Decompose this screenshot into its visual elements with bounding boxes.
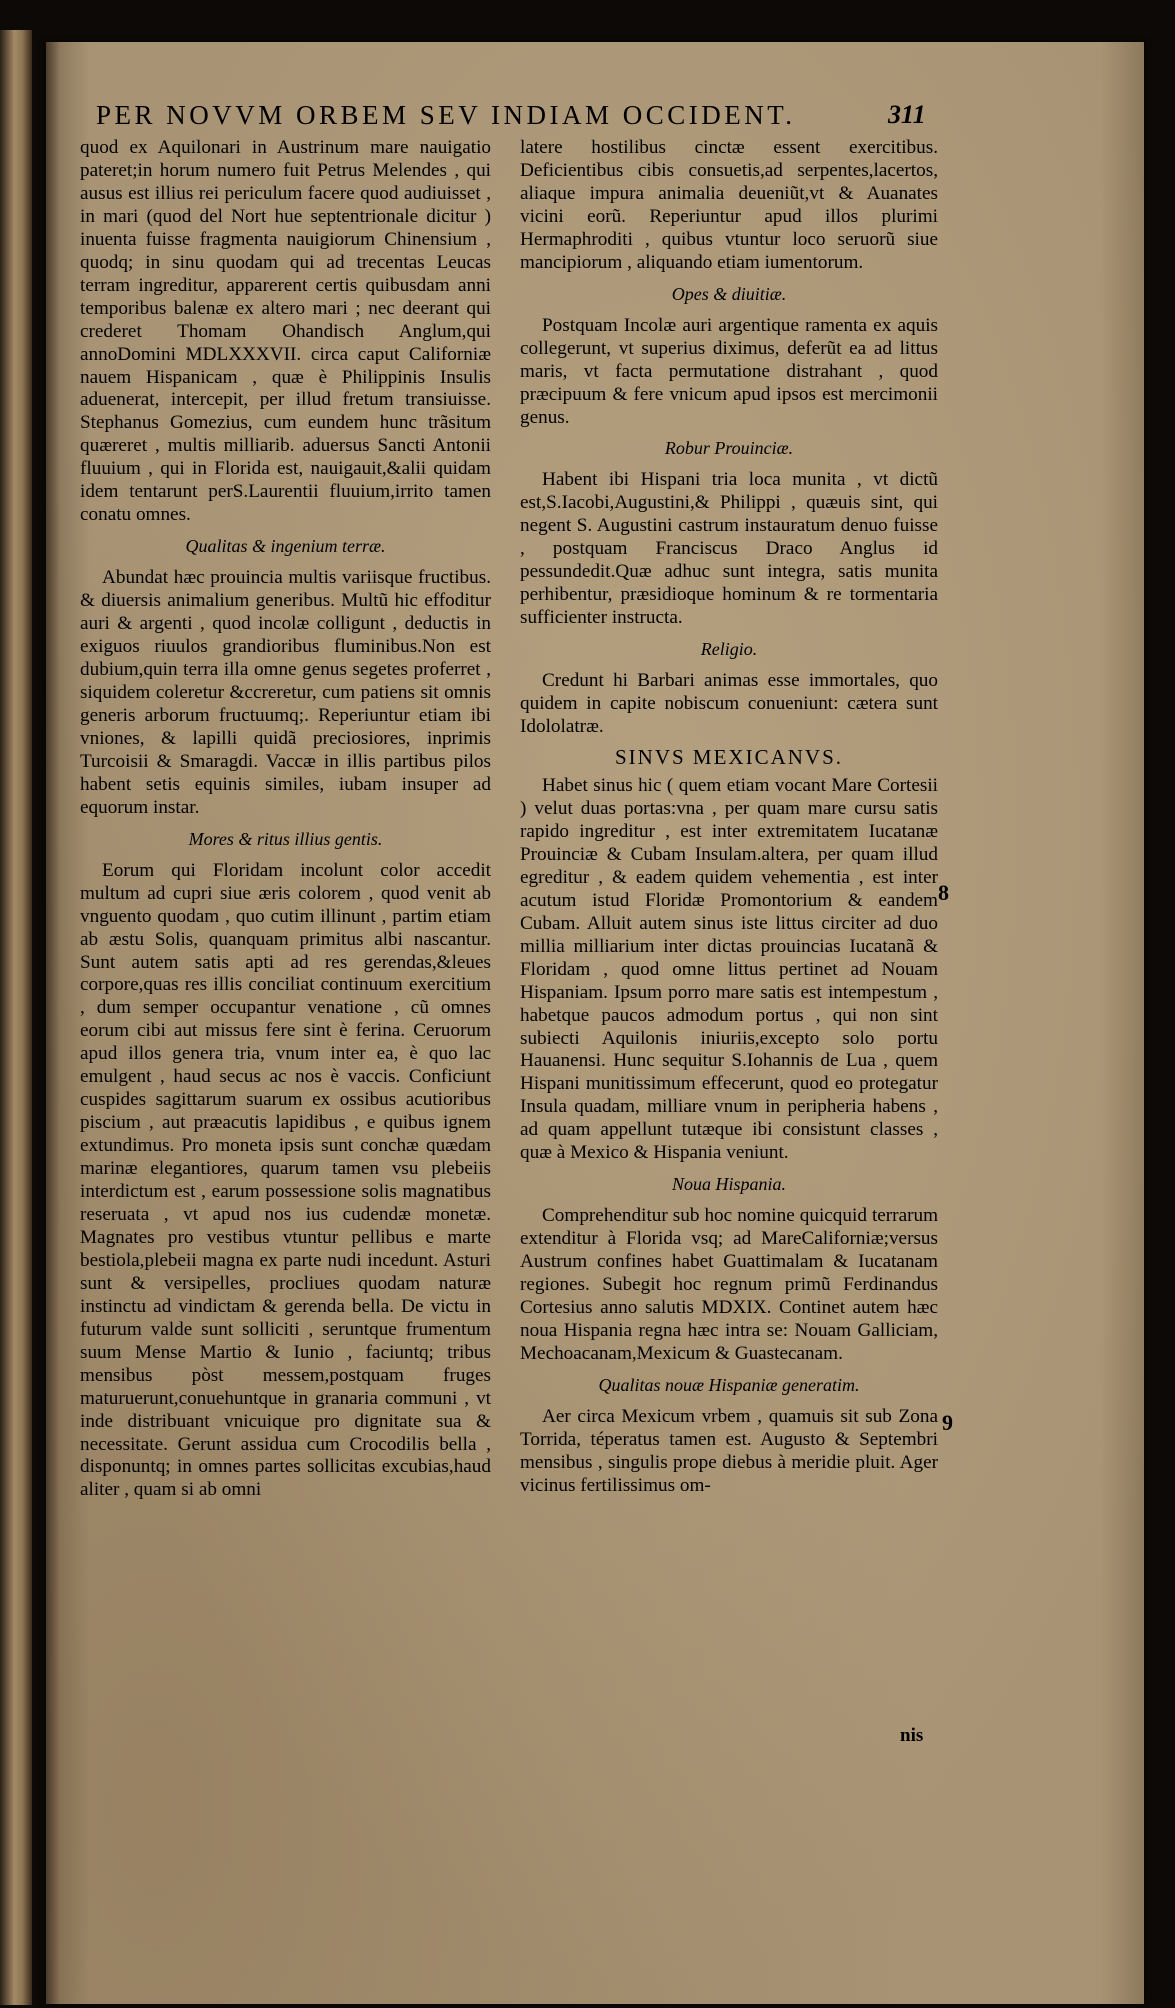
- paragraph-robur-prouinciae: Habent ibi Hispani tria loca munita , vt dictũ est,S.Iacobi,Augustini,& Philippi , quæuis sint, qui negent S. Augustini castrum instauratum denuo fuisse , postquam Franciscus Draco Anglus id pessundedit.Quæ adhuc sunt integra, satis munita perhibentur, præsidioque hominum & re tormentaria sufficienter instructa.: [520, 469, 938, 629]
- running-head: PER NOVVM ORBEM SEV INDIAM OCCIDENT.: [96, 100, 796, 130]
- heading-robur-prouinciae: Robur Prouinciæ.: [664, 438, 794, 459]
- right-column: [520, 137, 938, 1498]
- paragraph-noua-hispania: Comprehenditur sub hoc nomine quicquid terrarum extenditur à Florida vsq; ad MareCaliforniæ;versus Austrum confines habet Guattimalam & Iucatanam regiones. Subegit hoc regnum primũ Ferdinandus Cortesius anno salutis MDXIX. Continet autem hæc noua Hispania regna hæc intra se: Nouam Galliciam, Mechoacanam,Mexicum & Guastecanam.: [520, 1205, 938, 1364]
- heading-religio: Religio.: [700, 639, 758, 660]
- left-column: [80, 137, 491, 1502]
- previous-page-edge: [0, 30, 32, 2005]
- paragraph-qualitas-terrae: Abundat hæc prouincia multis variisque fructibus. & diuersis animalium generibus. Multũ hic effoditur auri & argenti , quod incolæ colligunt , deductis in exiguos riuulos grandioribus fluminibus.Non est dubium,quin terra illa omne genus segetes proferret , siquidem coleretur &ccreretur, cum patiens sit omnis generis arborum fructuumq;. Reperiuntur etiam ibi vniones, & lapilli quidã preciosiores, inprimis Turcoisii & Smaragdi. Vaccæ in illis partibus pilos habent setis equinis similes, iubam insuper ad equorum instar.: [80, 567, 491, 818]
- heading-mores-ritus: Mores & ritus illius gentis.: [188, 828, 383, 849]
- heading-qualitas-terrae: Qualitas & ingenium terræ.: [185, 536, 386, 557]
- paragraph-qualitas-nouae-hispaniae: Aer circa Mexicum vrbem , quamuis sit sub Zona Torrida, téperatus tamen est. Augusto & Septembri mensibus , singulis prope diebus à meridie pluit. Ager vicinus fertilissimus om-: [520, 1405, 938, 1496]
- margin-note-8: 8: [938, 880, 949, 905]
- margin-note-9: 9: [942, 1410, 953, 1435]
- paragraph-mores-ritus: Eorum qui Floridam incolunt color accedit multum ad cupri siue æris colorem , quod venit ab vnguento quodam , quo cutim illinunt , partim etiam ab æstu Solis, quanquam primitus albi nascantur. Sunt autem satis apti ad res gerendas,&leues corpore,quas res illis conciliat continuum exercitium , dum semper occupantur venatione , cũ omnes eorum cibi aut missus fere sint è ferina. Ceruorum apud illos genera tria, vnum inter ea, è quo lac emulgent , haud secus ac nos è vaccis. Conficiunt cuspides sagittarum suarum ex ossibus acutioribus piscium , aut præacutis lapidibus , e quibus ignem extundimus. Pro moneta ipsis sunt conchæ quædam marinæ elegantiores, quarum tamen vsu plebeiis interdictum est , earum possessione solis magnatibus reseruata , vt apud nos ius cudendæ monetæ. Magnates pro vestibus vtuntur pellibus e marte bestiola,plebeii magna ex parte nudi incedunt. Asturi sunt & versipelles, procliues quodam naturæ instinctu ad vindictam & gerenda bella. De victu in futurum valde sunt solliciti , seruntque frumentum suum Mense Martio & Iunio , faciuntq; tribus mensibus pòst messem,postquam fruges maturuerunt,conuehuntque in granaria communi , vt inde distribuant vnicuique pro dignitate sua & necessitate. Gerunt assidua cum Crocodilis bella , disponuntq; in omnes partes sollicitas excubias,haud aliter , quam si ab omni: [80, 859, 491, 1501]
- paragraph-religio: Credunt hi Barbari animas esse immortales, quo quidem in capite nobiscum conueniunt: cætera sunt Idololatræ.: [520, 670, 938, 738]
- paragraph-northwest-passage: quod ex Aquilonari in Austrinum mare nauigatio pateret;in horum numero fuit Petrus Melendes , qui ausus est illius rei periculum facere quod audiuisset , in mari (quod del Nort hue septentrionale dicitur ) inuenta fuisse fragmenta nauigiorum Chinensium , quodq; in sinu quodam qui ad trecentas Leucas terram ingreditur, apparerent certis quibusdam anni temporibus balenæ ex altero mari ; nec deerant qui crederet Thomam Ohandisch Anglum,qui annoDomini MDLXXXVII. circa caput Californiæ nauem Hispanicam , quæ è Philippinis Insulis aduenerat, intercepit, per illud fretum transiuisse. Stephanus Gomezius, cum eundem hunc trãsitum quæreret , multis milliarib. aduersus Sancti Antonii fluuium , qui in Florida est, nauigauit,&alii quidam idem tentarunt perS.Laurentii fluuium,irrito tamen conatu omnes.: [80, 137, 491, 526]
- paragraph-opes-diuitiae: Postquam Incolæ auri argentique ramenta ex aquis collegerunt, vt superius diximus, deferũt ea ad littus maris, vt facta permutatione distrahant , quod præcipuum & fere vnicum apud ipsos est mercimonii genus.: [520, 314, 938, 428]
- paragraph-continuation: latere hostilibus cinctæ essent exercitibus. Deficientibus cibis consuetis,ad serpentes,lacertos, aliaque impura animalia deueniũt,vt & Auanates vicini eorũ. Reperiuntur apud illos plurimi Hermaphroditi , quibus vtuntur loco seruorũ siue mancipiorum , aliquando etiam iumentorum.: [520, 137, 938, 273]
- heading-sinus-mexicanus: SINVS MEXICANVS.: [614, 745, 844, 770]
- heading-noua-hispania: Noua Hispania.: [671, 1174, 786, 1195]
- page-number: 311: [888, 100, 926, 129]
- paragraph-sinus-mexicanus: Habet sinus hic ( quem etiam vocant Mare Cortesii ) velut duas portas:vna , per quam mare cursu satis rapido ingreditur , est inter extremitatem Iucatanæ Prouinciæ & Cubam Insulam.altera, per quam illud egreditur , & eadem quidem vehementia , est inter acutum istud Floridæ Promontorium & eandem Cubam. Alluit autem sinus iste littus circiter ad duo millia milliarium inter dictas prouincias Iucatanã & Floridam , quod omne littus pertinet ad Nouam Hispaniam. Ipsum porro mare satis est intempestum , habetque paucos admodum portus , qui non sint subiecti Aquilonis iniuriis,excepto solo portu Hauanensi. Hunc sequitur S.Iohannis de Lua , quem Hispani munitissimum effecerunt, quod eo protegatur Insula quadam, milliare vnum in peripheria habens , ad quam appellunt tutæque ibi consistunt classes , quæ à Mexico & Hispania veniunt.: [520, 775, 938, 1164]
- heading-opes-diuitiae: Opes & diuitiæ.: [671, 283, 787, 304]
- heading-qualitas-nouae-hispaniae: Qualitas nouæ Hispaniæ generatim.: [598, 1374, 860, 1395]
- catchword: nis: [900, 1725, 924, 1746]
- page-gutter-shadow: [46, 42, 60, 2004]
